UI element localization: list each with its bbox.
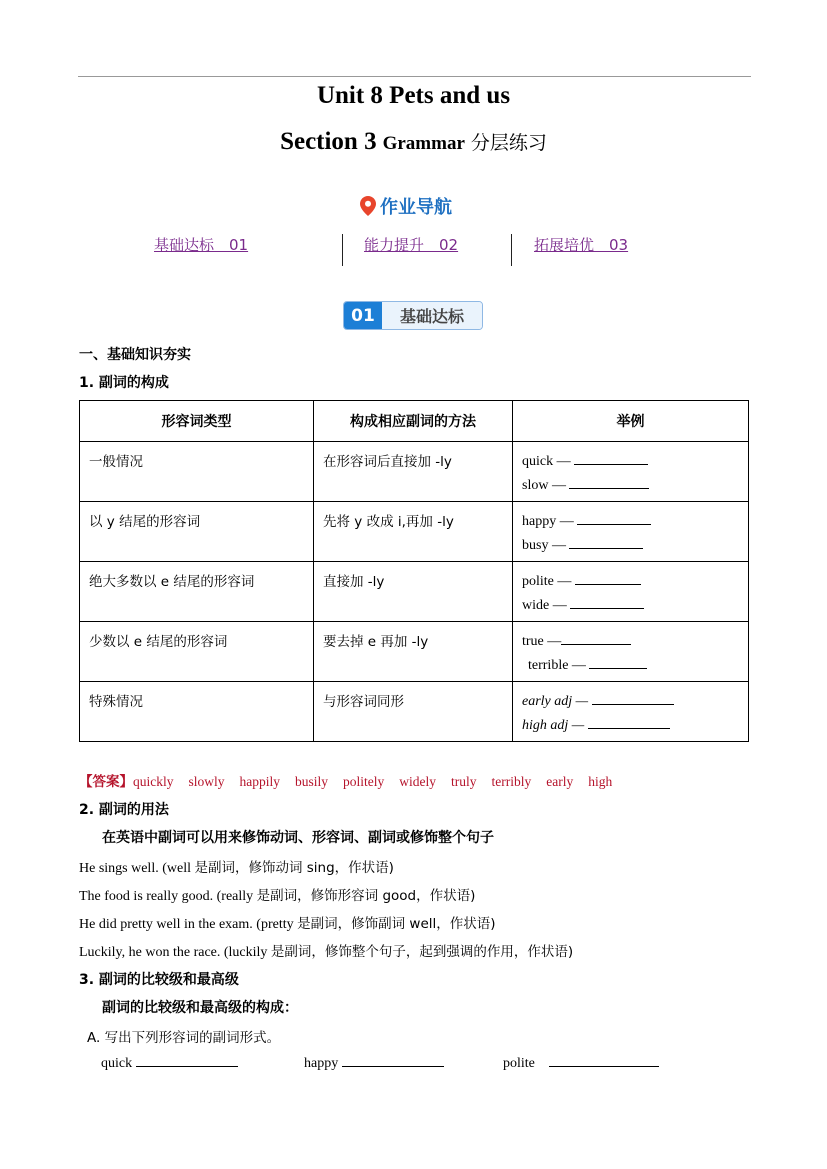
grammar-label: Grammar xyxy=(382,133,465,154)
header-rule xyxy=(78,76,751,77)
exercise-item xyxy=(304,1054,444,1072)
page-subtitle xyxy=(0,128,827,156)
adjective-type: 绝大多数以 e 结尾的形容词 xyxy=(80,562,314,622)
exercise-item xyxy=(503,1054,659,1072)
table-header-row xyxy=(80,401,749,442)
answer-blank[interactable] xyxy=(588,716,670,729)
answer-word: truly xyxy=(451,774,477,789)
nav-divider xyxy=(342,234,343,266)
nav-link-basic[interactable]: 基础达标 01 xyxy=(154,236,249,254)
example-cell xyxy=(513,562,749,622)
sentence-note: 是副词，修饰形容词 good，作状语) xyxy=(256,888,476,904)
sentence-note: 是副词，修饰副词 well，作状语) xyxy=(297,916,496,932)
answer-blank[interactable] xyxy=(569,536,643,549)
formation-method: 在形容词后直接加 -ly xyxy=(314,442,513,502)
adjective-type: 以 y 结尾的形容词 xyxy=(80,502,314,562)
adjective-type: 少数以 e 结尾的形容词 xyxy=(80,622,314,682)
section3-subheading: 副词的比较级和最高级的构成： xyxy=(102,1000,298,1016)
exercise-blank[interactable] xyxy=(342,1054,444,1067)
section2-heading: 2. 副词的用法 xyxy=(79,802,169,818)
answer-word: widely xyxy=(399,774,437,789)
exercise-word: polite xyxy=(503,1056,535,1071)
example-word: early adj — xyxy=(522,694,592,709)
answer-word: slowly xyxy=(188,774,225,789)
section2-intro: 在英语中副词可以用来修饰动词、形容词、副词或修饰整个句子 xyxy=(102,830,494,846)
exercise-word: quick xyxy=(101,1056,133,1071)
example-sentence xyxy=(79,940,573,961)
answer-blank[interactable] xyxy=(589,656,647,669)
example-word: wide — xyxy=(522,598,571,613)
example-word: high adj — xyxy=(522,718,588,733)
answer-word: early xyxy=(546,774,574,789)
example-word: slow — xyxy=(522,478,570,493)
table-header: 构成相应副词的方法 xyxy=(314,401,513,442)
section3-heading: 3. 副词的比较级和最高级 xyxy=(79,972,239,988)
sentence-note: 是副词，修饰整个句子，起到强调的作用，作状语) xyxy=(270,944,574,960)
answer-tag: 【答案】 xyxy=(79,774,133,790)
formation-method: 直接加 -ly xyxy=(314,562,513,622)
answer-blank[interactable] xyxy=(575,572,641,585)
sentence-note: 是副词，修饰动词 sing，作状语) xyxy=(194,860,394,876)
formation-method: 要去掉 e 再加 -ly xyxy=(314,622,513,682)
exercise-blank[interactable] xyxy=(136,1054,238,1067)
nav-link-ability[interactable]: 能力提升 02 xyxy=(364,236,459,254)
location-pin-icon xyxy=(360,196,376,216)
example-word: busy — xyxy=(522,538,570,553)
section1-heading: 1. 副词的构成 xyxy=(79,375,169,391)
page-title: Unit 8 Pets and us xyxy=(316,82,511,109)
example-word: true — xyxy=(522,634,562,649)
formation-method: 与形容词同形 xyxy=(314,682,513,742)
example-sentence xyxy=(79,856,394,877)
exercise-word: happy xyxy=(304,1056,339,1071)
example-cell xyxy=(513,502,749,562)
example-cell xyxy=(513,622,749,682)
answer-word: happily xyxy=(239,774,281,789)
answer-line xyxy=(79,770,627,790)
practice-label: 分层练习 xyxy=(470,132,547,154)
answer-blank[interactable] xyxy=(592,692,674,705)
adjective-type: 特殊情况 xyxy=(80,682,314,742)
table-row xyxy=(80,562,749,622)
example-sentence xyxy=(79,912,496,933)
answer-word: politely xyxy=(343,774,385,789)
nav-link-extension[interactable]: 拓展培优 03 xyxy=(534,236,629,254)
example-sentence xyxy=(79,884,475,905)
homework-nav-heading xyxy=(360,194,452,218)
adverb-formation-table xyxy=(79,400,749,742)
exercise-item xyxy=(101,1054,238,1072)
answer-word: high xyxy=(588,774,613,789)
table-header: 举例 xyxy=(513,401,749,442)
table-row xyxy=(80,502,749,562)
formation-method: 先将 y 改成 i,再加 -ly xyxy=(314,502,513,562)
adjective-type: 一般情况 xyxy=(80,442,314,502)
badge-number: 01 xyxy=(344,302,382,329)
answer-blank[interactable] xyxy=(570,596,644,609)
answer-word: terribly xyxy=(491,774,532,789)
nav-heading-text: 作业导航 xyxy=(380,197,452,218)
sentence-en: Luckily, he won the race. (luckily xyxy=(79,945,271,960)
sentence-en: He did pretty well in the exam. (pretty xyxy=(79,917,298,932)
example-word: terrible — xyxy=(528,658,590,673)
sentence-en: He sings well. (well xyxy=(79,861,195,876)
part1-heading: 一、基础知识夯实 xyxy=(79,347,191,363)
nav-divider xyxy=(511,234,512,266)
task-a-instruction: A. 写出下列形容词的副词形式。 xyxy=(87,1030,281,1046)
answer-word: quickly xyxy=(133,774,174,789)
answer-blank[interactable] xyxy=(561,632,631,645)
answer-blank[interactable] xyxy=(577,512,651,525)
example-word: happy — xyxy=(522,514,578,529)
section-label: Section 3 xyxy=(280,128,377,155)
example-cell xyxy=(513,442,749,502)
nav-links xyxy=(0,234,827,266)
answer-blank[interactable] xyxy=(574,452,648,465)
table-row xyxy=(80,622,749,682)
section-badge xyxy=(343,301,483,330)
badge-label: 基础达标 xyxy=(382,302,482,329)
example-word: polite — xyxy=(522,574,575,589)
exercise-blank[interactable] xyxy=(549,1054,659,1067)
answer-word: busily xyxy=(295,774,329,789)
table-row xyxy=(80,682,749,742)
table-header: 形容词类型 xyxy=(80,401,314,442)
example-word: quick — xyxy=(522,454,575,469)
sentence-en: The food is really good. (really xyxy=(79,889,257,904)
example-cell xyxy=(513,682,749,742)
answer-blank[interactable] xyxy=(569,476,649,489)
table-row xyxy=(80,442,749,502)
